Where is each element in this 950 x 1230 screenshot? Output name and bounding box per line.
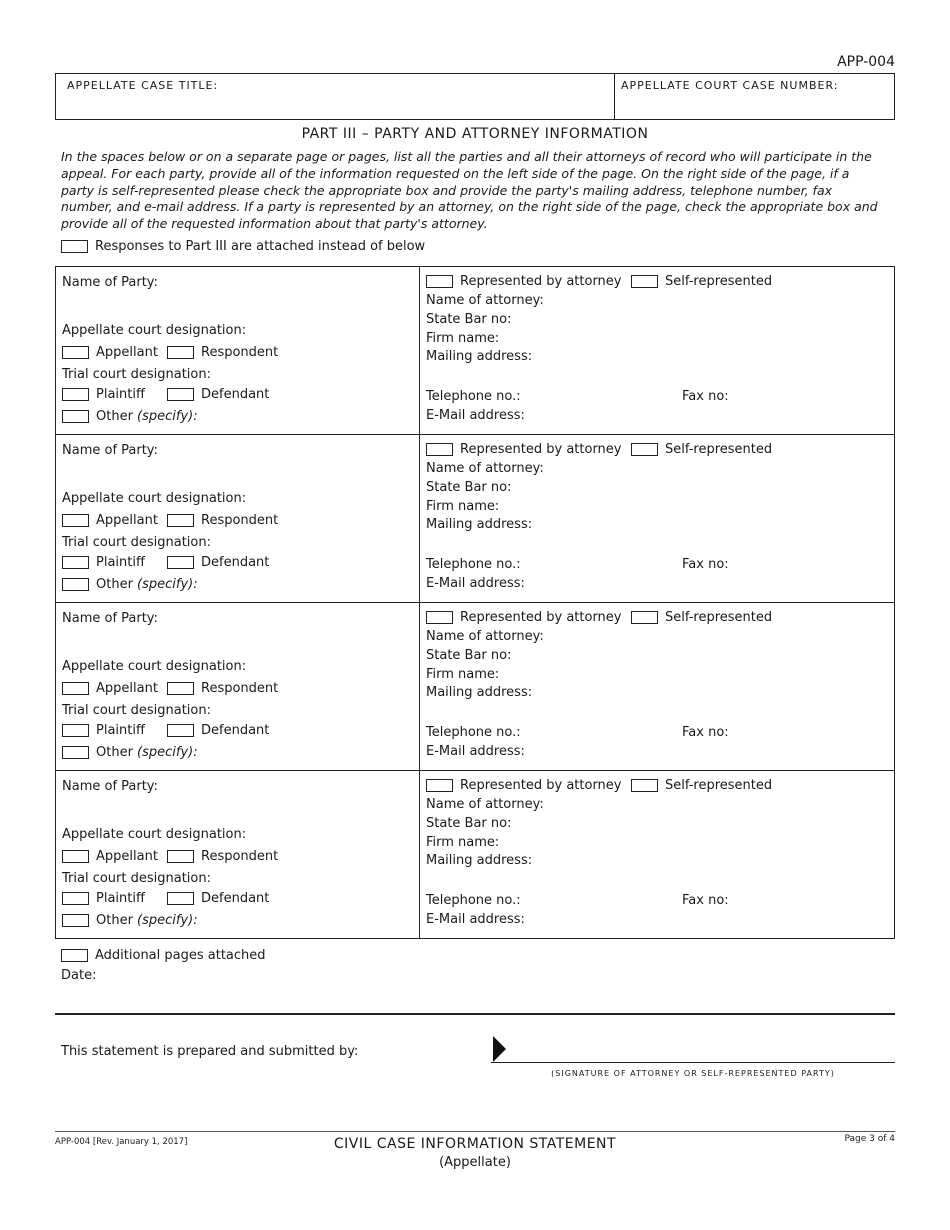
telephone-label: Telephone no.: (426, 893, 521, 908)
page-number: Page 3 of 4 (844, 1134, 895, 1144)
party-block (56, 602, 894, 770)
additional-pages-checkbox[interactable] (61, 949, 88, 962)
appellant-checkbox[interactable] (62, 514, 89, 527)
form-number: APP-004 (837, 54, 895, 70)
telephone-label: Telephone no.: (426, 389, 521, 404)
defendant-checkbox[interactable] (167, 556, 194, 569)
other-label: Other (96, 913, 138, 928)
plaintiff-checkbox[interactable] (62, 892, 89, 905)
self-represented-checkbox[interactable] (631, 779, 658, 792)
represented-checkbox[interactable] (426, 779, 453, 792)
defendant-checkbox[interactable] (167, 724, 194, 737)
other-specify: (specify): (137, 409, 198, 424)
plaintiff-label: Plaintiff (96, 723, 145, 738)
appellant-checkbox[interactable] (62, 850, 89, 863)
email-label: E-Mail address: (426, 744, 525, 759)
respondent-checkbox[interactable] (167, 682, 194, 695)
plaintiff-checkbox[interactable] (62, 724, 89, 737)
plaintiff-label: Plaintiff (96, 891, 145, 906)
additional-pages-label: Additional pages attached (95, 948, 266, 963)
appellate-designation-label: Appellate court designation: (62, 827, 247, 842)
column-divider (419, 771, 420, 938)
attached-row (61, 239, 425, 254)
instructions: In the spaces below or on a separate page or pages, list all the parties and all their attorneys of record who will participate in the appeal. For each party, provide all of the information requested on the left side of the page. On the right side of the page, if a party is self-represented please check the appropriate box and provide the party's mailing address, telephone number, fax number, and e-mail address. If a party is represented by an attorney, on the right side of the page, check the appropriate box and provide all of the requested information about that party's attorney. (61, 149, 878, 232)
other-label: Other (96, 577, 138, 592)
self-represented-checkbox[interactable] (631, 611, 658, 624)
respondent-label: Respondent (201, 513, 279, 528)
other-checkbox[interactable] (62, 410, 89, 423)
defendant-checkbox[interactable] (167, 892, 194, 905)
respondent-checkbox[interactable] (167, 850, 194, 863)
email-label: E-Mail address: (426, 576, 525, 591)
email-label: E-Mail address: (426, 912, 525, 927)
appellate-designation-label: Appellate court designation: (62, 659, 247, 674)
appellant-label: Appellant (96, 513, 158, 528)
prepared-by-label: This statement is prepared and submitted by: (61, 1044, 359, 1059)
other-specify: (specify): (137, 577, 198, 592)
trial-designation-label: Trial court designation: (62, 703, 211, 718)
fax-label: Fax no: (682, 557, 729, 572)
represented-label: Represented by attorney (460, 274, 622, 289)
other-specify: (specify): (137, 913, 198, 928)
signature-arrow-icon (493, 1036, 507, 1062)
fax-label: Fax no: (682, 725, 729, 740)
appellate-designation-label: Appellate court designation: (62, 491, 247, 506)
fax-label: Fax no: (682, 893, 729, 908)
case-title-field[interactable] (56, 74, 615, 119)
represented-label: Represented by attorney (460, 610, 622, 625)
case-number-label: APPELLATE COURT CASE NUMBER: (621, 79, 839, 92)
plaintiff-label: Plaintiff (96, 387, 145, 402)
represented-label: Represented by attorney (460, 778, 622, 793)
attached-checkbox[interactable] (61, 240, 88, 253)
other-label: Other (96, 409, 138, 424)
email-label: E-Mail address: (426, 408, 525, 423)
firm-name-label: Firm name: (426, 667, 500, 682)
respondent-label: Respondent (201, 345, 279, 360)
party-block (56, 770, 894, 938)
appellant-checkbox[interactable] (62, 346, 89, 359)
appellant-checkbox[interactable] (62, 682, 89, 695)
attached-label: Responses to Part III are attached instead of below (95, 239, 426, 254)
attorney-name-label: Name of attorney: (426, 293, 544, 308)
footer-rule (55, 1131, 895, 1132)
telephone-label: Telephone no.: (426, 725, 521, 740)
self-represented-label: Self-represented (665, 442, 773, 457)
party-grid (55, 266, 895, 939)
mailing-address-label: Mailing address: (426, 349, 533, 364)
other-specify: (specify): (137, 745, 198, 760)
party-block (56, 267, 894, 434)
party-name-label: Name of Party: (62, 611, 158, 626)
appellate-designation-label: Appellate court designation: (62, 323, 247, 338)
firm-name-label: Firm name: (426, 499, 500, 514)
defendant-label: Defendant (201, 387, 270, 402)
state-bar-label: State Bar no: (426, 480, 512, 495)
represented-label: Represented by attorney (460, 442, 622, 457)
self-represented-label: Self-represented (665, 778, 773, 793)
respondent-label: Respondent (201, 681, 279, 696)
column-divider (419, 603, 420, 770)
trial-designation-label: Trial court designation: (62, 871, 211, 886)
column-divider (419, 267, 420, 434)
respondent-checkbox[interactable] (167, 346, 194, 359)
represented-checkbox[interactable] (426, 275, 453, 288)
defendant-checkbox[interactable] (167, 388, 194, 401)
party-block (56, 434, 894, 602)
other-checkbox[interactable] (62, 746, 89, 759)
attorney-name-label: Name of attorney: (426, 461, 544, 476)
footer-title: CIVIL CASE INFORMATION STATEMENT (333, 1136, 617, 1152)
additional-pages-row (61, 948, 266, 963)
column-divider (419, 435, 420, 602)
party-name-label: Name of Party: (62, 275, 158, 290)
defendant-label: Defendant (201, 555, 270, 570)
state-bar-label: State Bar no: (426, 312, 512, 327)
mailing-address-label: Mailing address: (426, 685, 533, 700)
represented-checkbox[interactable] (426, 611, 453, 624)
trial-designation-label: Trial court designation: (62, 535, 211, 550)
part-title: PART III – PARTY AND ATTORNEY INFORMATION (301, 126, 649, 142)
appellant-label: Appellant (96, 681, 158, 696)
footer-subtitle: (Appellate) (439, 1155, 511, 1170)
signature-caption: (SIGNATURE OF ATTORNEY OR SELF-REPRESENTED PARTY) (551, 1069, 835, 1078)
appellant-label: Appellant (96, 345, 158, 360)
respondent-checkbox[interactable] (167, 514, 194, 527)
revision-label: APP-004 [Rev. January 1, 2017] (55, 1137, 188, 1147)
defendant-label: Defendant (201, 891, 270, 906)
other-checkbox[interactable] (62, 578, 89, 591)
case-header-box (55, 73, 895, 120)
firm-name-label: Firm name: (426, 331, 500, 346)
plaintiff-checkbox[interactable] (62, 556, 89, 569)
self-represented-label: Self-represented (665, 610, 773, 625)
state-bar-label: State Bar no: (426, 648, 512, 663)
self-represented-checkbox[interactable] (631, 443, 658, 456)
mailing-address-label: Mailing address: (426, 517, 533, 532)
self-represented-checkbox[interactable] (631, 275, 658, 288)
mailing-address-label: Mailing address: (426, 853, 533, 868)
case-title-label: APPELLATE CASE TITLE: (67, 79, 219, 92)
section-divider (55, 1013, 895, 1015)
state-bar-label: State Bar no: (426, 816, 512, 831)
represented-checkbox[interactable] (426, 443, 453, 456)
self-represented-label: Self-represented (665, 274, 773, 289)
party-name-label: Name of Party: (62, 443, 158, 458)
other-checkbox[interactable] (62, 914, 89, 927)
case-number-field[interactable] (615, 74, 894, 119)
respondent-label: Respondent (201, 849, 279, 864)
defendant-label: Defendant (201, 723, 270, 738)
appellant-label: Appellant (96, 849, 158, 864)
telephone-label: Telephone no.: (426, 557, 521, 572)
signature-line[interactable] (491, 1062, 895, 1063)
plaintiff-label: Plaintiff (96, 555, 145, 570)
trial-designation-label: Trial court designation: (62, 367, 211, 382)
date-label: Date: (61, 968, 97, 983)
attorney-name-label: Name of attorney: (426, 797, 544, 812)
other-label: Other (96, 745, 138, 760)
party-name-label: Name of Party: (62, 779, 158, 794)
attorney-name-label: Name of attorney: (426, 629, 544, 644)
firm-name-label: Firm name: (426, 835, 500, 850)
fax-label: Fax no: (682, 389, 729, 404)
plaintiff-checkbox[interactable] (62, 388, 89, 401)
